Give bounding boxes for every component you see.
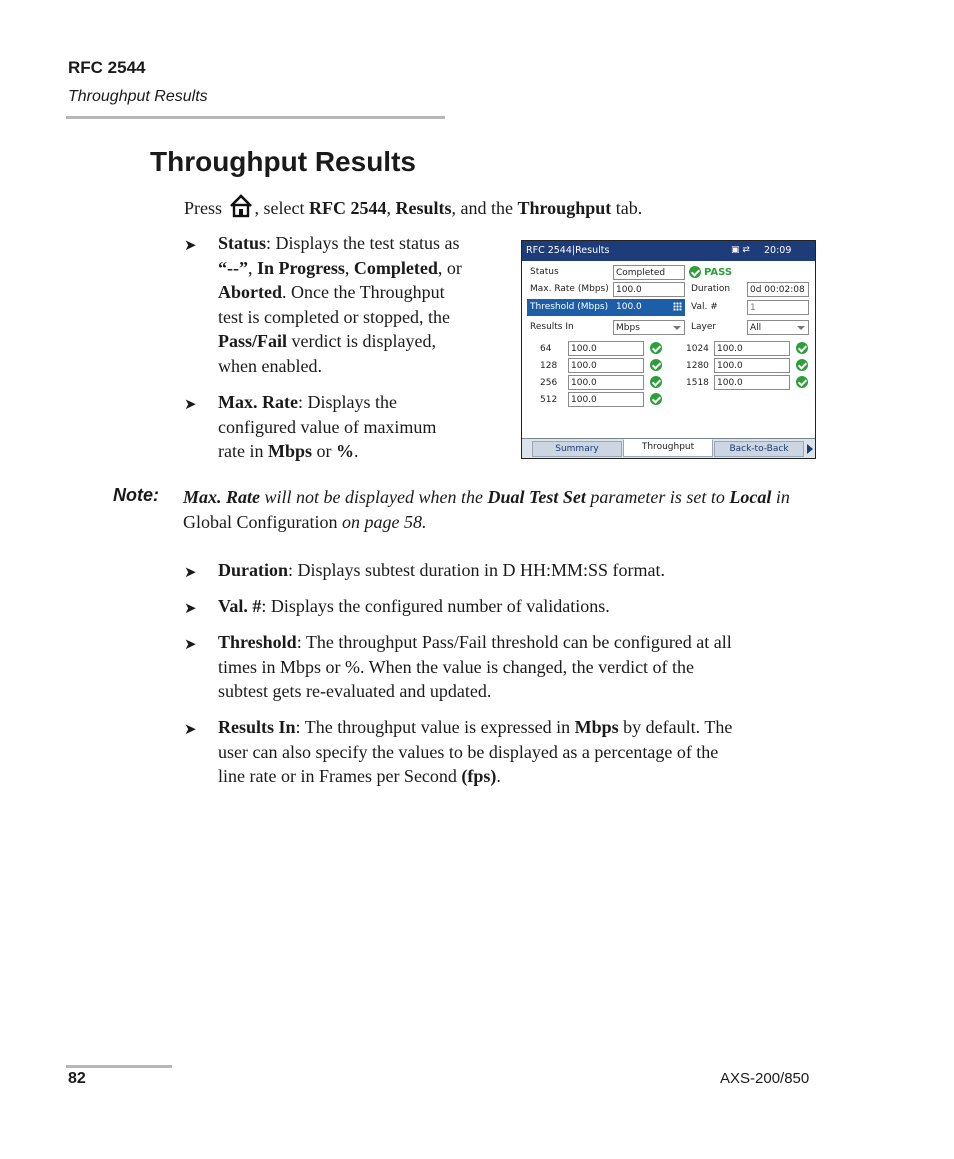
status-bullet: Status: Displays the test status as “--”, In Progress, Completed, or Aborted. Once the Throughput test is completed or stopped, the Pass/Fail verdict is displayed, when enabled. xyxy=(218,233,462,376)
frame-result-field: 100.0 xyxy=(568,392,644,407)
note-body: Max. Rate will not be displayed when the Dual Test Set parameter is set to Local in Global Configuration on page 58. xyxy=(183,487,790,532)
chevron-down-icon xyxy=(797,326,805,330)
status-field: Completed xyxy=(613,265,685,280)
home-icon xyxy=(229,194,253,218)
tab-back-to-back[interactable]: Back-to-Back xyxy=(714,441,804,457)
page-number: 82 xyxy=(68,1070,86,1087)
duration-label: Duration xyxy=(691,284,731,294)
threshold-field[interactable]: 100.0 xyxy=(616,302,642,312)
val-label: Val. # xyxy=(691,302,718,312)
layer-select[interactable]: All xyxy=(747,320,809,335)
bullet-arrow-icon: ➤ xyxy=(184,565,197,581)
maxrate-field: 100.0 xyxy=(613,282,685,297)
bullet-arrow-icon: ➤ xyxy=(184,637,197,653)
val-bullet: Val. #: Displays the configured number of validations. xyxy=(218,596,610,616)
header-section: RFC 2544 xyxy=(68,58,146,77)
note-label: Note: xyxy=(113,485,159,505)
pass-check-icon xyxy=(796,342,808,354)
maxrate-label: Max. Rate (Mbps) xyxy=(530,284,609,294)
footer-rule xyxy=(66,1065,172,1068)
frame-result-field: 100.0 xyxy=(568,375,644,390)
threshold-bullet: Threshold: The throughput Pass/Fail threshold can be configured at all times in Mbps or %. When the value is changed, the verdict of the subtest gets re-evaluated and updated. xyxy=(218,632,732,702)
resultsin-label: Results In xyxy=(530,322,574,332)
page-title: Throughput Results xyxy=(150,146,416,177)
threshold-row[interactable] xyxy=(527,299,685,316)
bullet-arrow-icon: ➤ xyxy=(184,601,197,617)
frame-result-field: 100.0 xyxy=(568,358,644,373)
screenshot-titlebar xyxy=(522,241,815,261)
frame-size-label: 1280 xyxy=(686,361,709,371)
pass-check-icon xyxy=(650,376,662,388)
chevron-down-icon xyxy=(673,326,681,330)
tab-summary[interactable]: Summary xyxy=(532,441,622,457)
frame-result-field: 100.0 xyxy=(714,341,790,356)
throughput-screenshot xyxy=(521,240,816,459)
frame-size-label: 512 xyxy=(540,395,558,405)
resultsin-bullet: Results In: The throughput value is expressed in Mbps by default. The user can also specify the values to be displayed as a percentage of the line rate or in Frames per Second (fps). xyxy=(218,717,733,787)
screenshot-time: 20:09 xyxy=(764,245,792,256)
network-icon: ▣ ⇄ xyxy=(731,245,750,255)
frame-size-label: 1518 xyxy=(686,378,709,388)
intro-line: Press , select RFC 2544, Results, and the Throughput tab. xyxy=(184,194,642,221)
duration-field: 0d 00:02:08 xyxy=(747,282,809,297)
pass-check-icon xyxy=(796,376,808,388)
pass-check-icon xyxy=(650,342,662,354)
global-configuration-link[interactable]: Global Configuration xyxy=(183,512,338,532)
threshold-label: Threshold (Mbps) xyxy=(530,302,609,312)
frame-result-field: 100.0 xyxy=(714,358,790,373)
keypad-icon[interactable] xyxy=(673,302,682,311)
verdict-text: PASS xyxy=(704,267,733,278)
status-label: Status xyxy=(530,267,559,277)
bullet-arrow-icon: ➤ xyxy=(184,722,197,738)
frame-size-label: 256 xyxy=(540,378,558,388)
header-rule xyxy=(66,116,445,119)
chevron-right-icon[interactable] xyxy=(807,444,813,454)
resultsin-select[interactable]: Mbps xyxy=(613,320,685,335)
frame-size-label: 128 xyxy=(540,361,558,371)
pass-check-icon xyxy=(689,266,701,278)
frame-result-field: 100.0 xyxy=(714,375,790,390)
val-field[interactable]: 1 xyxy=(747,300,809,315)
maxrate-bullet: Max. Rate: Displays the configured value of maximum rate in Mbps or %. xyxy=(218,392,437,462)
frame-result-field: 100.0 xyxy=(568,341,644,356)
screenshot-title: RFC 2544|Results xyxy=(526,245,610,256)
layer-label: Layer xyxy=(691,322,717,332)
product-model: AXS-200/850 xyxy=(720,1070,810,1087)
frame-size-label: 64 xyxy=(540,344,552,354)
bullet-arrow-icon: ➤ xyxy=(184,238,197,254)
frame-size-label: 1024 xyxy=(686,344,709,354)
pass-check-icon xyxy=(650,359,662,371)
pass-check-icon xyxy=(650,393,662,405)
header-subsection: Throughput Results xyxy=(68,88,208,105)
duration-bullet: Duration: Displays subtest duration in D HH:MM:SS format. xyxy=(218,560,666,580)
bullet-arrow-icon: ➤ xyxy=(184,397,197,413)
tab-bar xyxy=(522,438,815,459)
pass-check-icon xyxy=(796,359,808,371)
tab-throughput[interactable]: Throughput xyxy=(623,439,713,457)
